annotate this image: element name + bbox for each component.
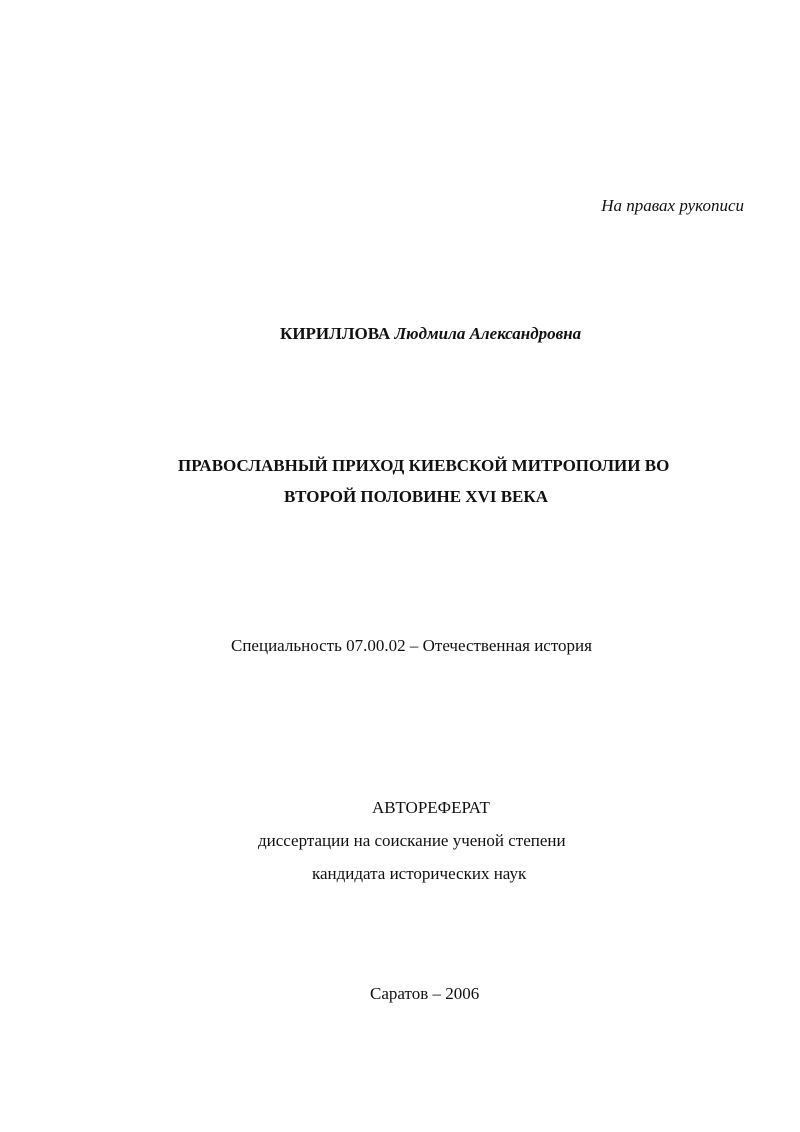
specialty-line: Специальность 07.00.02 – Отечественная история: [231, 636, 592, 655]
manuscript-note: На правах рукописи: [601, 196, 744, 215]
author-name: [280, 325, 581, 342]
author-surname: КИРИЛЛОВА: [280, 324, 391, 343]
dissertation-title-line-2: ВТОРОЙ ПОЛОВИНЕ XVI ВЕКА: [284, 487, 548, 506]
degree-line-2: кандидата исторических наук: [312, 864, 527, 883]
degree-line-1: диссертации на соискание ученой степени: [258, 831, 566, 850]
author-given-names: Людмила Александровна: [394, 324, 582, 343]
dissertation-title-line-1: ПРАВОСЛАВНЫЙ ПРИХОД КИЕВСКОЙ МИТРОПОЛИИ ВО: [178, 456, 670, 475]
document-type: АВТОРЕФЕРАТ: [372, 798, 490, 817]
place-and-year: Саратов – 2006: [370, 984, 480, 1003]
